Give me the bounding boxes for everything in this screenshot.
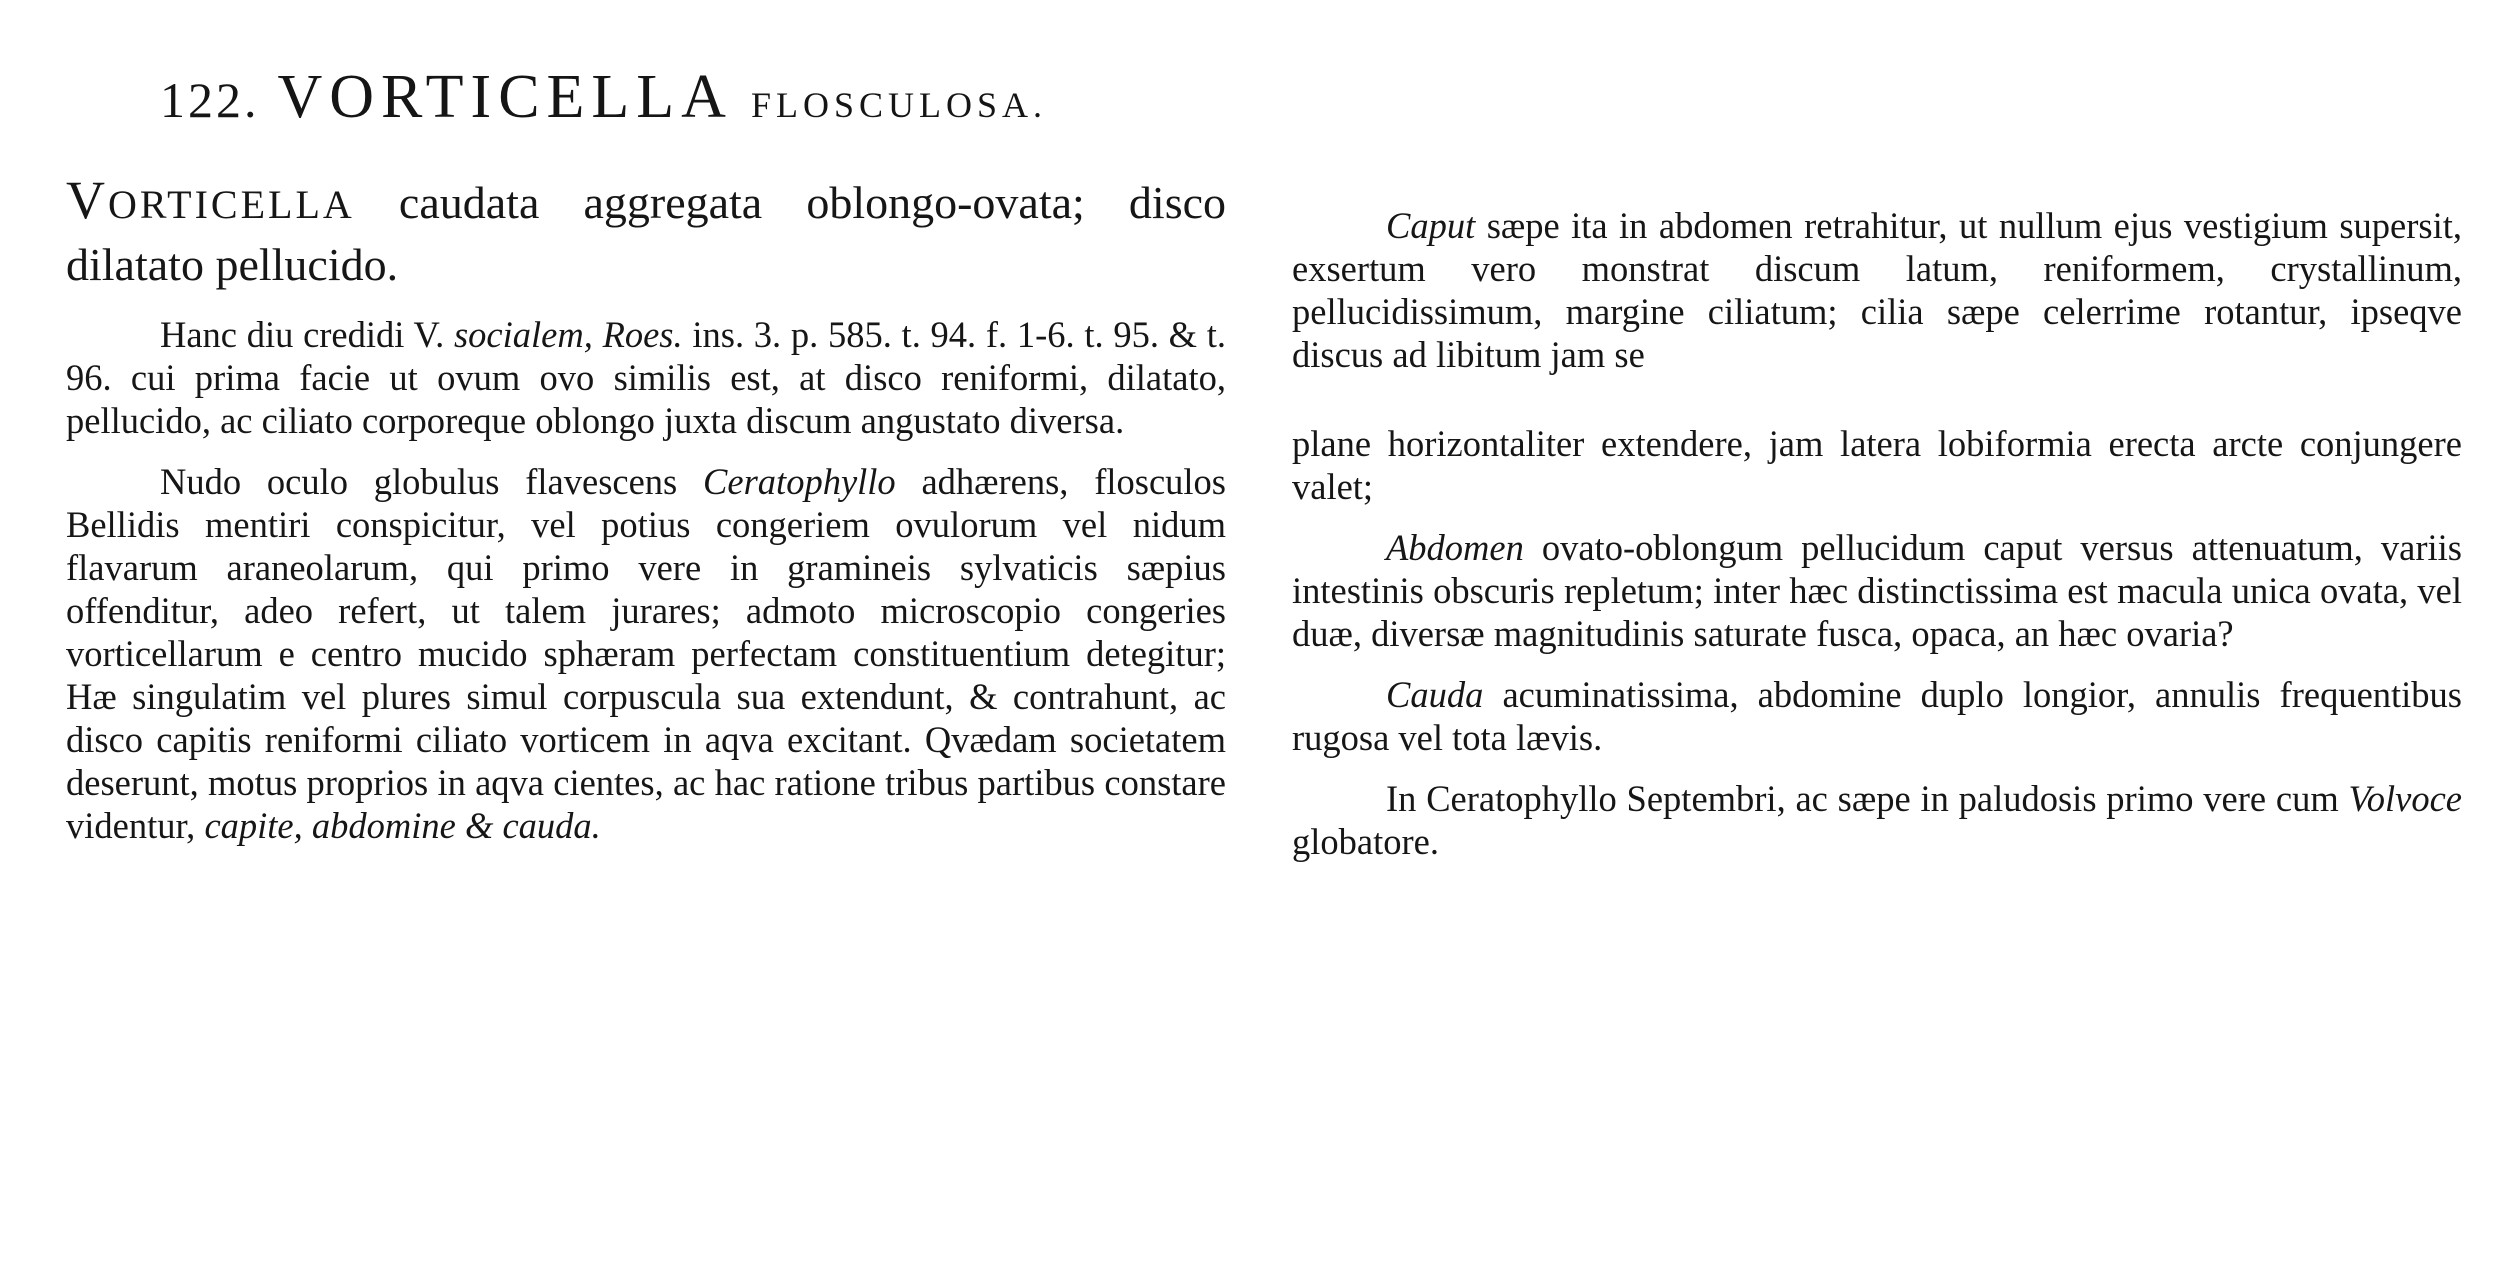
left-column — [66, 170, 1226, 865]
cauda-paragraph: Cauda acuminatissima, abdomine duplo longior, annulis frequentibus rugosa vel tota lævis. — [1292, 674, 2463, 758]
synonymy-paragraph: Hanc diu credidi V. socialem, Roes. ins. 3. p. 585. t. 94. f. 1-6. t. 95. & t. 96. cui prima facie ut ovum ovo similis est, at disco reniformi, dilatato, pellucido, ac ciliato corporeque oblongo juxta discum angustato diversa. — [66, 314, 1227, 441]
definition-text: caudata aggregata oblongo-ovata; disco dilatato pellucido. — [66, 177, 1227, 290]
definition-genus: VORTICELLA — [66, 170, 355, 230]
right-column — [1292, 204, 2462, 881]
entry-number: 122. — [160, 72, 260, 128]
caput-paragraph: Caput sæpe ita in abdomen retrahitur, ut nullum ejus vestigium supersit, exsertum vero monstrat discum latum, reniformem, crystallinum, pellucidissimum, margine ciliatum; cilia sæpe celerrime rotantur, ipseqve discus ad libitum jam se — [1292, 205, 2462, 375]
entry-heading — [160, 62, 1047, 133]
column-gap — [1292, 394, 2462, 422]
species-name: FLOSCULOSA. — [750, 85, 1048, 125]
species-definition — [66, 170, 1226, 295]
genus-name: VORTICELLA — [277, 63, 733, 131]
observation-paragraph: Nudo oculo globulus flavescens Ceratophyllo adhærens, flosculos Bellidis mentiri conspicitur, vel potius congeriem ovulorum vel nidum flavarum araneolarum, qui primo vere in gramineis sylvaticis sæpius offenditur, adeo refert, ut talem jurares; admoto microscopio congeries vorticellarum e centro mucido sphæram perfectam constituentium detegitur; Hæ singulatim vel plures simul corpuscula sua extendunt, & contrahunt, ac disco capitis reniformi ciliato vorticem in aqva excitant. Qvædam societatem deserunt, motus proprios in aqva cientes, ac hac ratione tribus partibus constare videntur, capite, abdomine & cauda. — [66, 461, 1227, 846]
caput-paragraph-continued: plane horizontaliter extendere, jam latera lobiformia erecta arcte conjungere valet; — [1292, 423, 2462, 507]
abdomen-paragraph: Abdomen ovato-oblongum pellucidum caput versus attenuatum, variis intestinis obscuris repletum; inter hæc distinctissima est macula unica ovata, vel duæ, diversæ magnitudinis saturate fusca, opaca, an hæc ovaria? — [1292, 527, 2462, 654]
habitat-paragraph: In Ceratophyllo Septembri, ac sæpe in paludosis primo vere cum Volvoce globatore. — [1292, 778, 2463, 862]
